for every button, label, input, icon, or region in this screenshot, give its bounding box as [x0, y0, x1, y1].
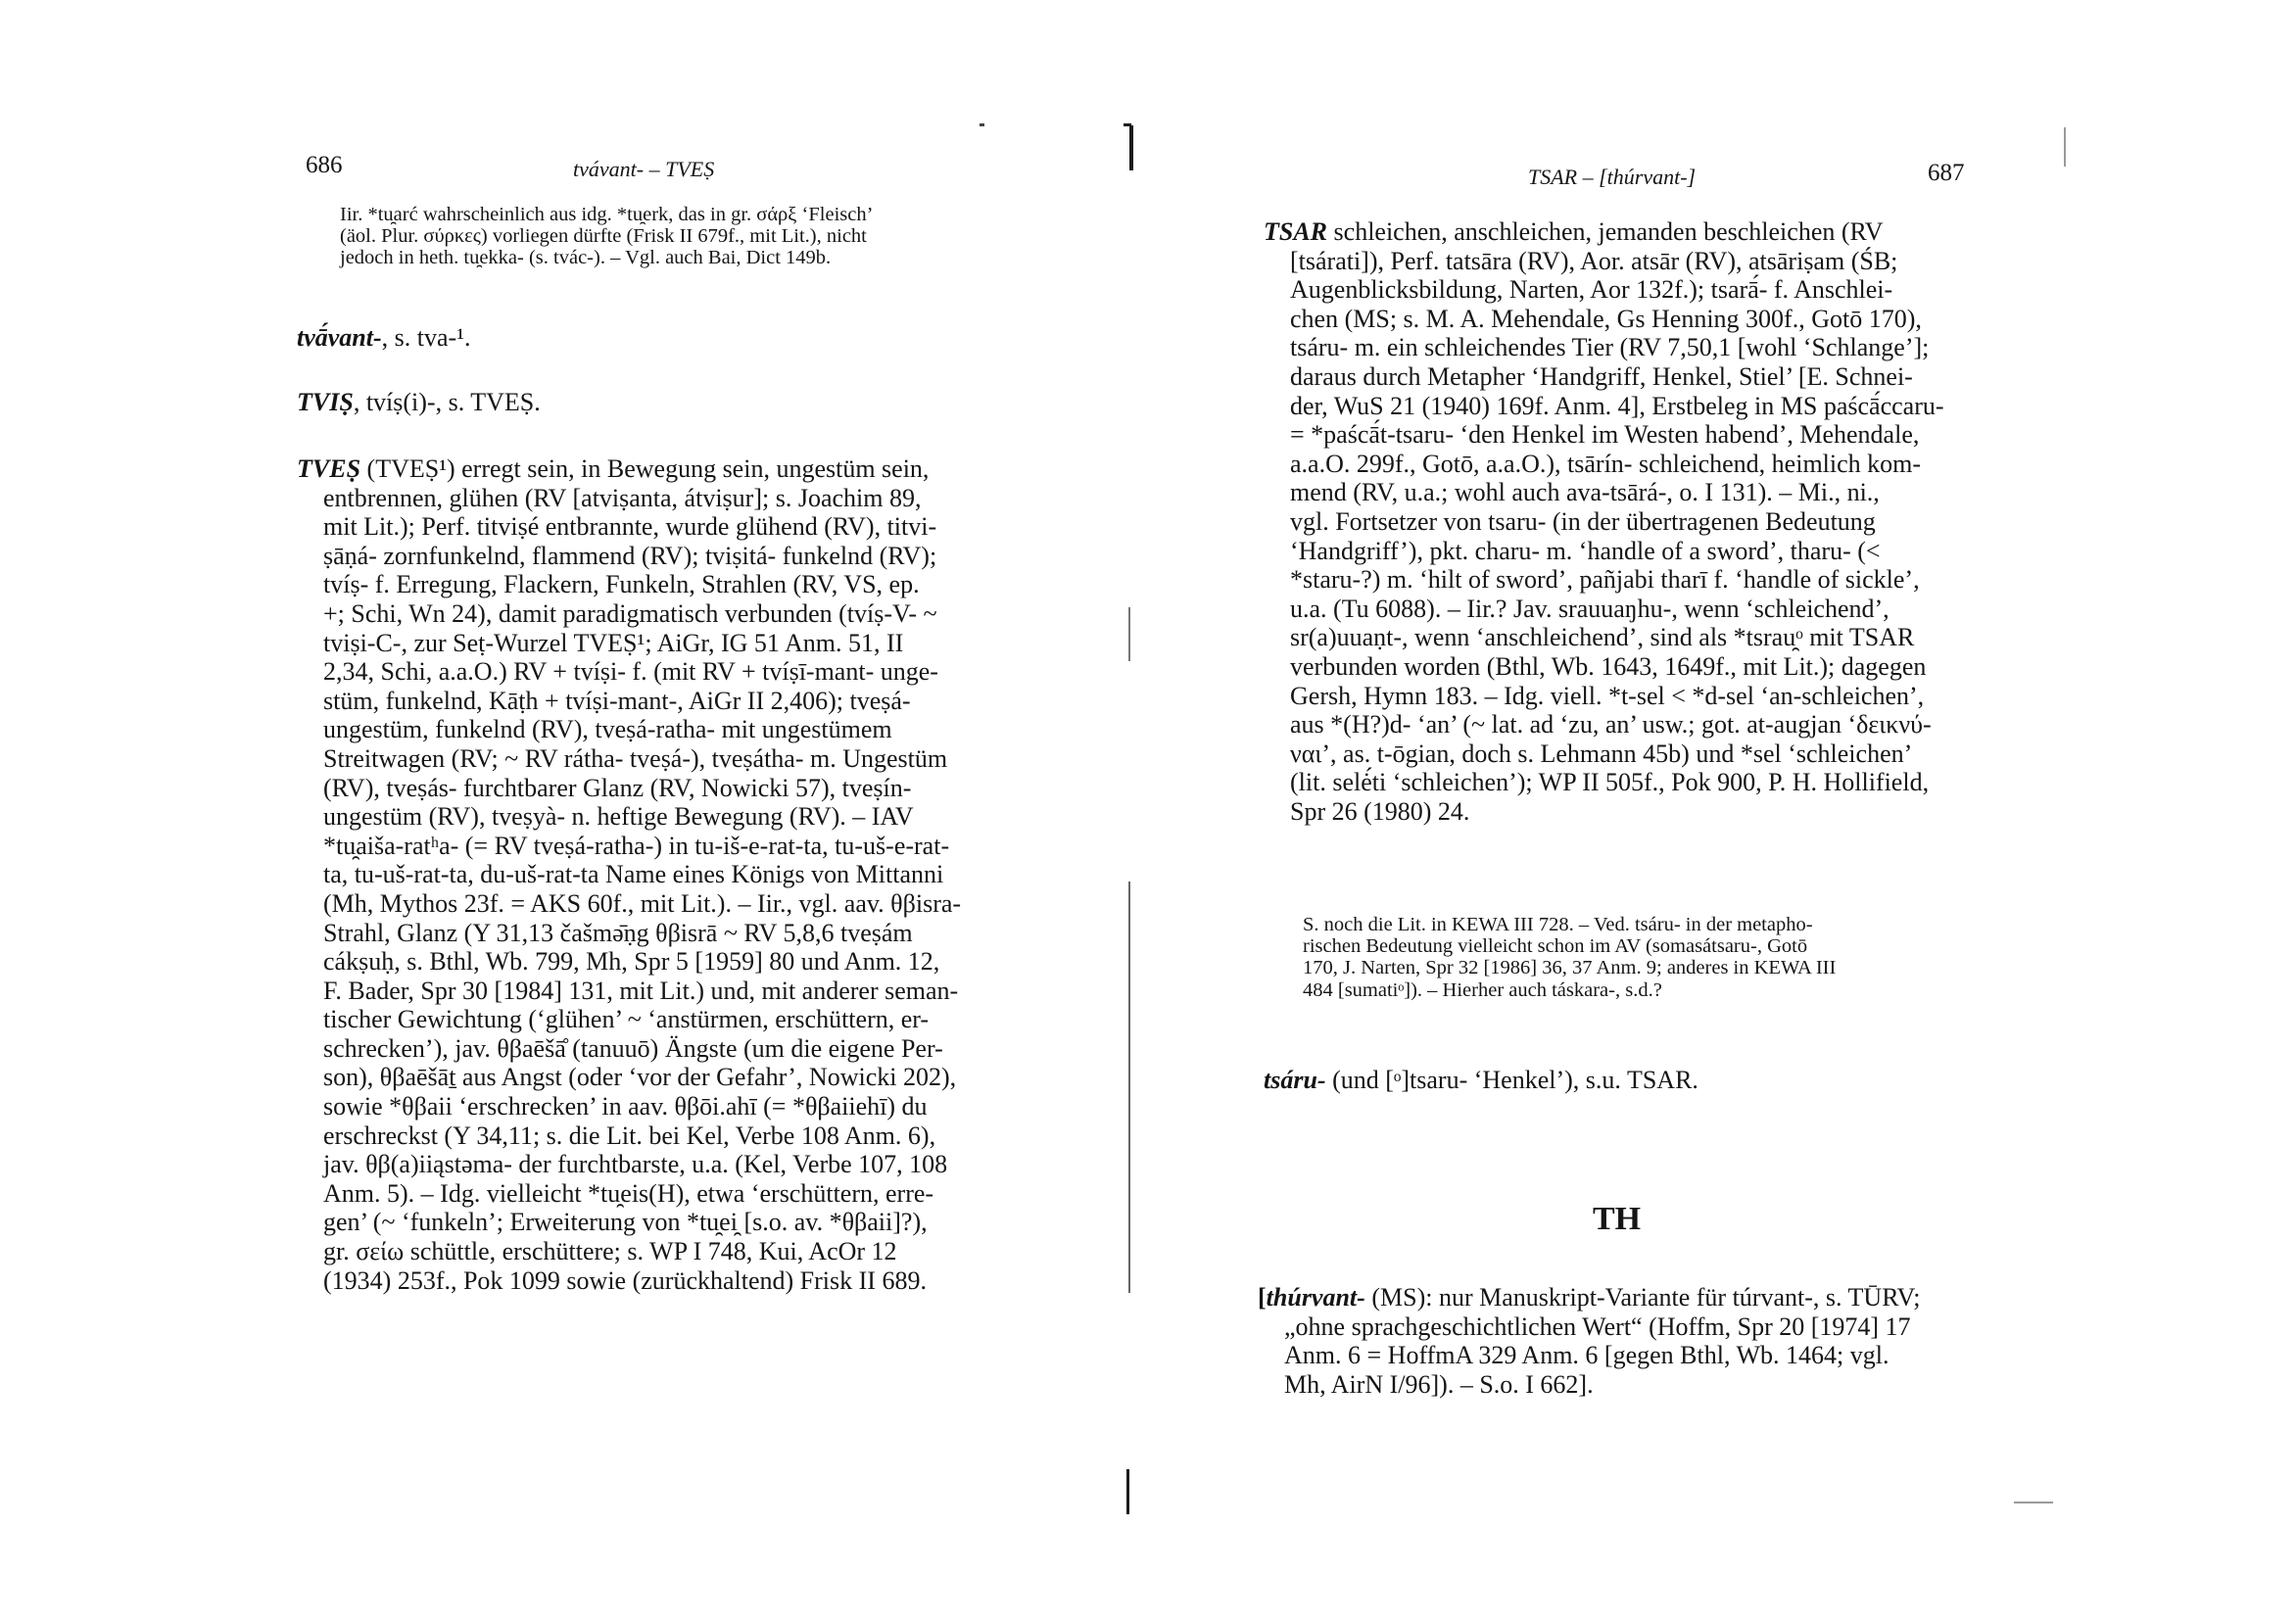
entry-line: sowie *θβaii ‘erschrecken’ in aav. θβōi.ahī (= *θβaiiehī) du [323, 1092, 928, 1121]
entry-tves [297, 454, 961, 1295]
entry-line: mit Lit.); Perf. titviṣé entbrannte, wurde glühend (RV), titvi- [323, 512, 937, 542]
note-line: Iir. *tu̯arć wahrscheinlich aus idg. *tu̯erk, das in gr. σάρξ ‘Fleisch’ [340, 204, 874, 225]
headword-tsar: TSAR [1264, 217, 1328, 246]
note-line: rischen Bedeutung vielleicht schon im AV (somasátsaru-, Gotō [1303, 935, 1808, 958]
entry-line: Mh, AirN I/96]). – S.o. I 662]. [1284, 1369, 1594, 1399]
entry-line: der, WuS 21 (1940) 169f. Anm. 4], Erstbeleg in MS paścā́ccaru- [1290, 391, 1944, 420]
entry-line: erschreckst (Y 34,11; s. die Lit. bei Kel, Verbe 108 Anm. 6), [323, 1121, 936, 1150]
entry-line: ναι’, as. t-ōgian, doch s. Lehmann 45b) und *sel ‘schleichen’ [1290, 739, 1913, 768]
entry-line: tviṣi-C-, zur Seṭ-Wurzel TVEṢ¹; AiGr, IG 51 Anm. 51, II [323, 628, 904, 657]
entry-line: „ohne sprachgeschichtlichen Wert“ (Hoffm, Spr 20 [1974] 17 [1284, 1312, 1911, 1341]
gutter-shadow-bottom [1126, 1469, 1129, 1514]
entry-tvavant [297, 323, 471, 353]
entry-line: daraus durch Metapher ‘Handgriff, Henkel, Stiel’ [E. Schnei- [1290, 361, 1913, 391]
headword-thurvant: thúrvant- [1266, 1283, 1365, 1312]
gutter-shadow-mid1 [1128, 607, 1130, 661]
entry-line: *staru-?) m. ‘hilt of sword’, pañjabi tharī f. ‘handle of sickle’, [1290, 565, 1920, 595]
entry-line: a.a.O. 299f., Gotō, a.a.O.), tsārín- schleichend, heimlich kom- [1290, 449, 1922, 478]
right-page-number: 687 [1928, 160, 1965, 186]
entry-line: tvíṣ- f. Erregung, Flackern, Funkeln, Strahlen (RV, VS, ep. [323, 570, 920, 599]
entry-line: ungestüm, funkelnd (RV), tveṣá-ratha- mit ungestümem [323, 715, 892, 744]
entry-line: (Mh, Mythos 23f. = AKS 60f., mit Lit.). – Iir., vgl. aav. θβisra- [323, 888, 962, 918]
entry-line: gr. σείω schüttle, erschüttere; s. WP I 748, Kui, AcOr 12 [323, 1237, 897, 1266]
entry-line: (RV), tveṣás- furchtbarer Glanz (RV, Nowicki 57), tveṣín- [323, 773, 912, 802]
right-note-block [1303, 914, 1836, 1001]
entry-line: F. Bader, Spr 30 [1984] 131, mit Lit.) und, mit anderer seman- [323, 976, 959, 1005]
entry-tvavant-text: , s. tva-¹. [381, 323, 471, 352]
entry-thurvant [1258, 1283, 1921, 1399]
gutter-shadow-top [1129, 125, 1133, 170]
note-line: (äol. Plur. σύρκες) vorliegen dürfte (Frisk II 679f., mit Lit.), nicht [340, 225, 867, 248]
entry-line: schrecken’), jav. θβaēšā̊ (tanuuō) Ängste (um die eigene Per- [323, 1033, 943, 1063]
note-line: jedoch in heth. tu̯ekka- (s. tvác-). – Vgl. auch Bai, Dict 149b. [340, 247, 832, 269]
entry-line: Strahl, Glanz (Y 31,13 čašmə̄ṇg θβisrā ~ RV 5,8,6 tveṣám [323, 918, 913, 947]
note-line: 484 [sumatiᵒ]). – Hierher auch táskara-, s.d.? [1303, 978, 1662, 1001]
entry-line: Gersh, Hymn 183. – Idg. viell. *t-sel < *d-sel ‘an-schleichen’, [1290, 681, 1925, 710]
entry-line: (MS): nur Manuskript-Variante für túrvant-, s. TŪRV; [1364, 1283, 1921, 1312]
headword-tvis: TVIṢ [297, 388, 354, 416]
entry-line: [tsárati]), Perf. tatsāra (RV), Aor. atsār (RV), atsāriṣam (ŚB; [1290, 246, 1898, 275]
entry-line: verbunden worden (Bthl, Wb. 1643, 1649f., mit Lit.); dagegen [1290, 651, 1927, 681]
entry-line: Streitwagen (RV; ~ RV rátha- tveṣá-), tveṣátha- m. Ungestüm [323, 743, 948, 773]
entry-tsaru-text: (und [ᵒ]tsaru- ‘Henkel’), s.u. TSAR. [1325, 1066, 1698, 1094]
headword-tvavant: tvā́vant- [297, 323, 382, 352]
entry-tsar [1264, 217, 1944, 826]
entry-line: gen’ (~ ‘funkeln’; Erweiterung von *tu̯ei̯ [s.o. av. *θβaii]?), [323, 1208, 928, 1237]
entry-tvis-text: , tvíṣ(i)-, s. TVEṢ. [353, 388, 541, 416]
entry-tvis [297, 388, 541, 417]
gutter-shadow-mid2 [1128, 882, 1130, 1293]
left-running-head: tvávant- – TVEṢ [573, 157, 715, 181]
entry-line: stüm, funkelnd, Kāṭh + tvíṣi-mant-, AiGr II 2,406); tveṣá- [323, 686, 911, 715]
entry-line: vgl. Fortsetzer von tsaru- (in der übertragenen Bedeutung [1290, 506, 1876, 536]
entry-line: Anm. 5). – Idg. vielleicht *tu̯eis(H), etwa ‘erschüttern, erre- [323, 1178, 934, 1208]
entry-bracket: [ [1258, 1283, 1267, 1312]
entry-line: *tu̯aiša-ratʰa- (= RV tveṣá-ratha-) in tu-iš-e-rat-ta, tu-uš-e-rat- [323, 831, 950, 860]
entry-line: jav. θβ(a)iiąstəma- der furchtbarste, u.a. (Kel, Verbe 107, 108 [323, 1150, 948, 1179]
entry-line: entbrennen, glühen (RV [atviṣanta, átviṣur]; s. Joachim 89, [323, 483, 922, 512]
scan-speck [2064, 127, 2066, 167]
scan-speck [2014, 1502, 2053, 1503]
gutter-shadow-tick [1124, 123, 1131, 126]
entry-tsaru [1264, 1066, 1698, 1095]
entry-line: tsáru- m. ein schleichendes Tier (RV 7,50,1 [wohl ‘Schlange’]; [1290, 333, 1930, 362]
note-line: S. noch die Lit. in KEWA III 728. – Ved. tsáru- in der metapho- [1303, 914, 1813, 935]
entry-line: +; Schi, Wn 24), damit paradigmatisch verbunden (tvíṣ-V- ~ [323, 598, 937, 628]
entry-line: mend (RV, u.a.; wohl auch ava-tsārá-, o. I 131). – Mi., ni., [1290, 478, 1880, 507]
entry-line: cákṣuḥ, s. Bthl, Wb. 799, Mh, Spr 5 [1959] 80 und Anm. 12, [323, 947, 940, 977]
entry-line: (lit. selė́ti ‘schleichen’); WP II 505f., Pok 900, P. H. Hollifield, [1290, 768, 1930, 797]
entry-line: sr(a)uuaṇt-, wenn ‘anschleichend’, sind als *tsrau̯ᵒ mit TSAR [1290, 623, 1915, 652]
entry-line: schleichen, anschleichen, jemanden beschleichen (RV [1327, 217, 1884, 246]
entry-line: ta, tu-uš-rat-ta, du-uš-rat-ta Name eines Königs von Mittanni [323, 860, 944, 889]
entry-line: son), θβaēšāṯ aus Angst (oder ‘vor der Gefahr’, Nowicki 202), [323, 1063, 957, 1092]
entry-line: Augenblicksbildung, Narten, Aor 132f.); tsarā́- f. Anschlei- [1290, 275, 1893, 305]
entry-line: u.a. (Tu 6088). – Iir.? Jav. srauuaŋhu-, wenn ‘schleichend’, [1290, 594, 1889, 623]
left-note-block [340, 204, 873, 269]
entry-line: (TVEṢ¹) erregt sein, in Bewegung sein, ungestüm sein, [360, 454, 930, 483]
entry-line: ‘Handgriff’), pkt. charu- m. ‘handle of a sword’, tharu- (< [1290, 536, 1881, 565]
scan-speck [980, 123, 984, 126]
entry-line: 2,34, Schi, a.a.O.) RV + tvíṣi- f. (mit RV + tvíṣī-mant- unge- [323, 657, 938, 687]
entry-line: tischer Gewichtung (‘glühen’ ~ ‘anstürmen, erschüttern, er- [323, 1005, 930, 1034]
right-running-head: TSAR – [thúrvant-] [1528, 165, 1697, 189]
entry-line: (1934) 253f., Pok 1099 sowie (zurückhaltend) Frisk II 689. [323, 1265, 927, 1295]
note-line: 170, J. Narten, Spr 32 [1986] 36, 37 Anm. 9; anderes in KEWA III [1303, 957, 1837, 979]
entry-line: aus *(H?)d- ‘an’ (~ lat. ad ‘zu, an’ usw.; got. at-augjan ‘δεικνύ- [1290, 710, 1932, 739]
headword-tsaru: tsáru- [1264, 1066, 1326, 1094]
headword-tves: TVEṢ [297, 454, 361, 483]
entry-line: Spr 26 (1980) 24. [1290, 796, 1470, 826]
entry-line: Anm. 6 = HoffmA 329 Anm. 6 [gegen Bthl, Wb. 1464; vgl. [1284, 1341, 1889, 1370]
entry-line: chen (MS; s. M. A. Mehendale, Gs Henning 300f., Gotō 170), [1290, 304, 1922, 333]
entry-line: ṣāṇá- zornfunkelnd, flammend (RV); tviṣitá- funkelnd (RV); [323, 541, 937, 570]
section-heading: TH [1593, 1201, 1642, 1237]
left-page-number: 686 [306, 152, 343, 178]
entry-line: = *paścā́t-tsaru- ‘den Henkel im Westen habend’, Mehendale, [1290, 420, 1920, 450]
entry-line: ungestüm (RV), tveṣyà- n. heftige Bewegung (RV). – IAV [323, 802, 914, 832]
